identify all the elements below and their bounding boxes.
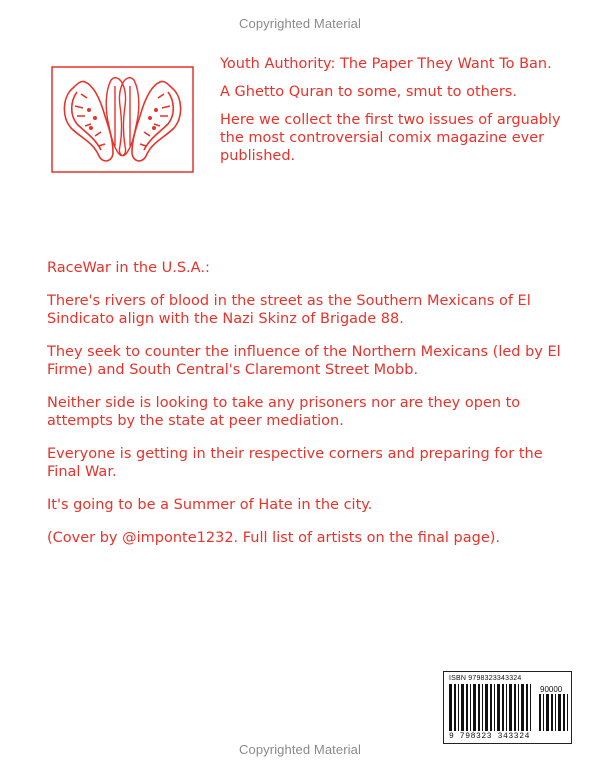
intro-text [220,55,580,175]
blurb-paragraph: Everyone is getting in their respective corners and preparing for the Final War. [47,446,543,480]
blurb-paragraph: There's rivers of blood in the street as the Southern Mexicans of El Sindicato align with the Nazi Skinz of Brigade 88. [47,293,531,327]
blurb-paragraph: Neither side is looking to take any prisoners nor are they open to attempts by the state at peer mediation. [47,395,521,429]
copyright-watermark-top: Copyrighted Material [239,16,361,31]
blurb-paragraph: It's going to be a Summer of Hate in the city. [47,497,373,513]
copyright-watermark-bottom: Copyrighted Material [239,742,361,757]
blurb-text [47,259,577,562]
intro-description: Here we collect the first two issues of arguably the most controversial comix magazine ever published. [220,112,561,164]
isbn-label: ISBN 9798323343324 [449,675,522,682]
blurb-heading: RaceWar in the U.S.A.: [47,260,210,276]
blurb-paragraph: They seek to counter the influence of the Northern Mexicans (led by El Firme) and South Central's Claremont Street Mobb. [47,344,561,378]
boot-soles-logo-icon [51,66,194,173]
price-code: 90000 [540,685,563,694]
isbn-barcode [443,671,572,744]
intro-title: Youth Authority: The Paper They Want To Ban. [220,56,552,72]
blurb-credits: (Cover by @imponte1232. Full list of artists on the final page). [47,530,501,546]
isbn-digits: 9 798323 343324 [449,732,531,741]
intro-tagline: A Ghetto Quran to some, smut to others. [220,84,517,100]
